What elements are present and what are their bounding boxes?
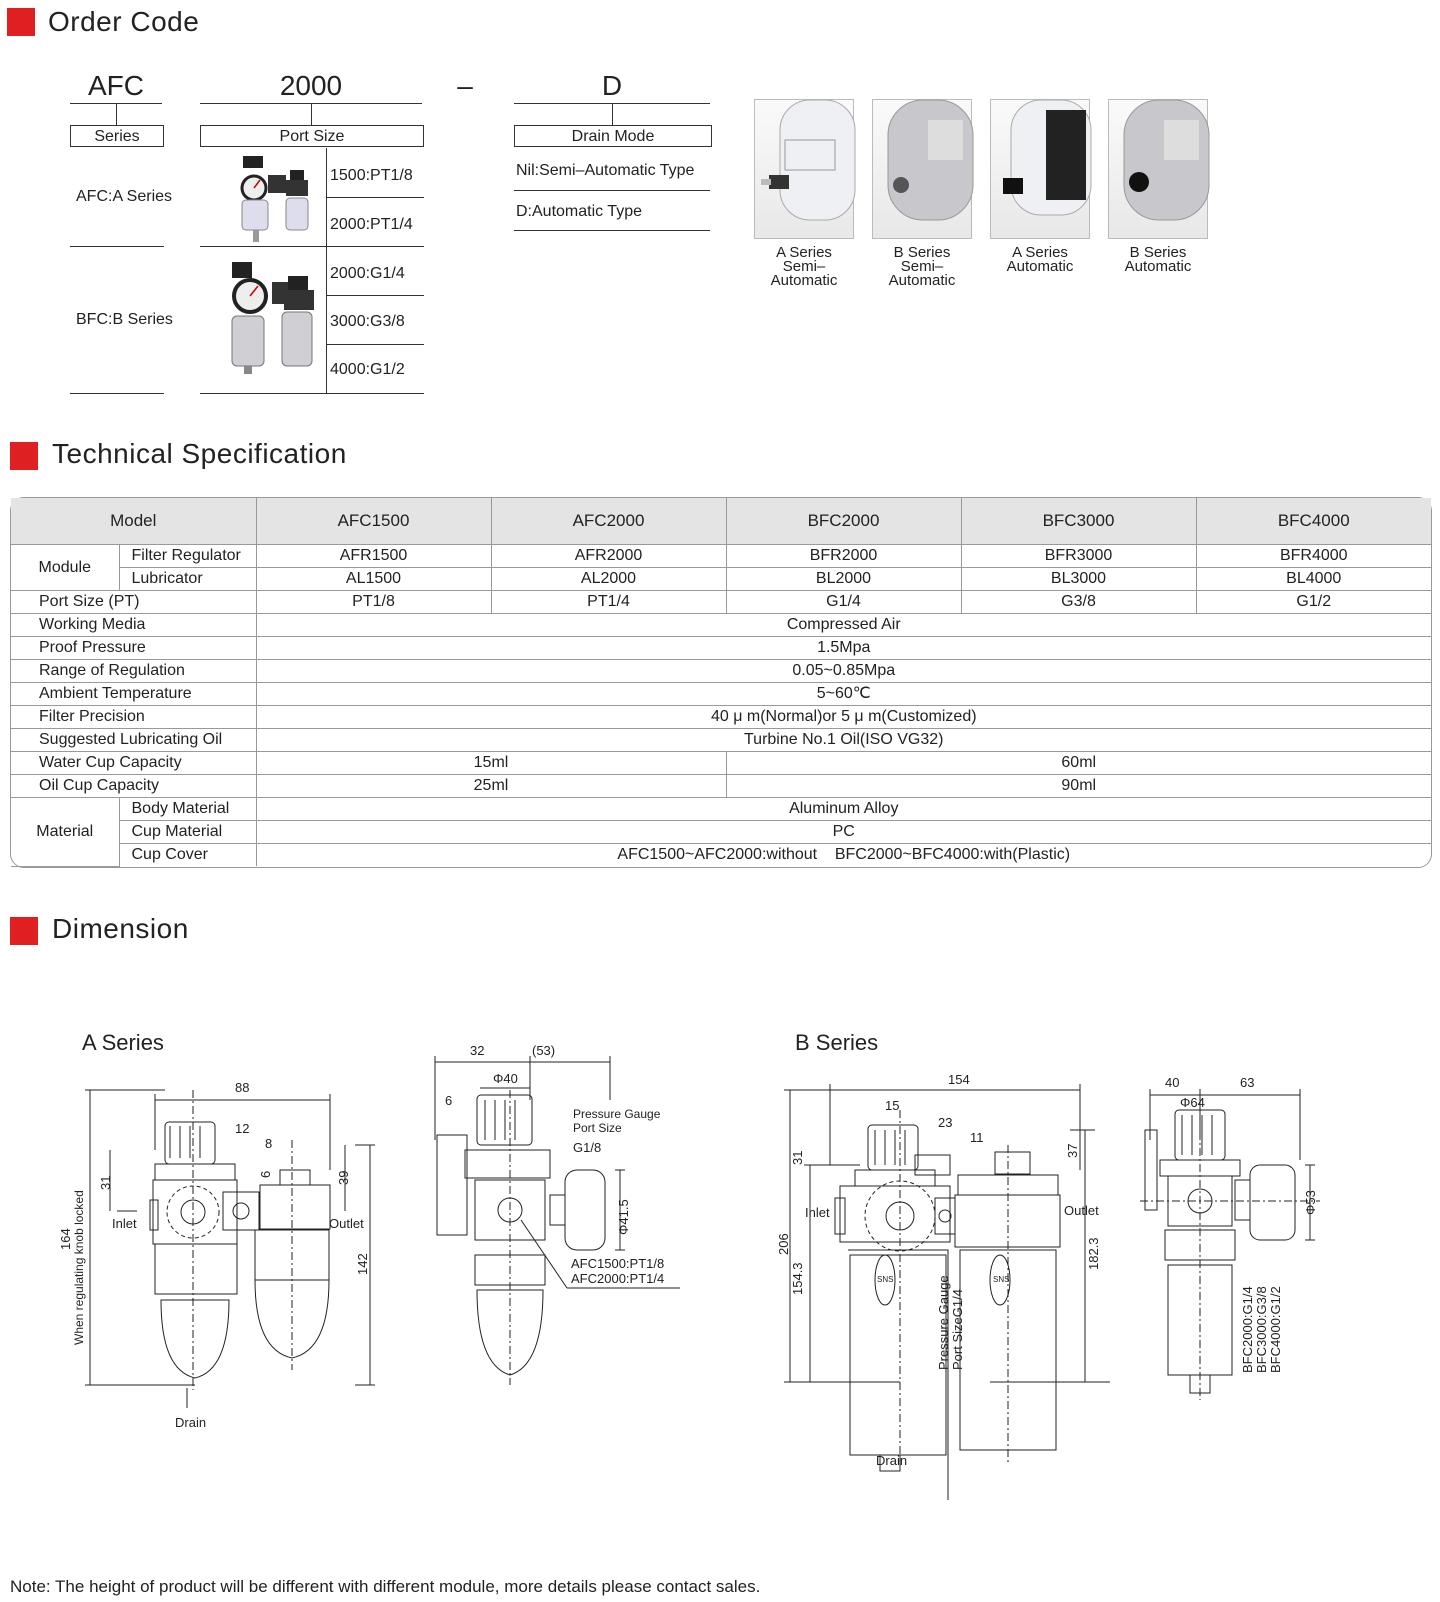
afc-product-image — [238, 150, 318, 245]
row-label: Module — [11, 545, 119, 591]
table-cell: BL3000 — [961, 568, 1196, 591]
photo-caption: A Series Semi– Automatic — [770, 244, 838, 289]
port-option: 1500:PT1/8 — [330, 167, 413, 184]
svg-text:BFC3000:G3/8: BFC3000:G3/8 — [1254, 1286, 1269, 1373]
table-cell: 15ml — [256, 752, 726, 775]
code-d: D — [601, 70, 623, 101]
svg-text:Φ53: Φ53 — [1303, 1190, 1318, 1215]
svg-text:(53): (53) — [532, 1043, 556, 1058]
svg-text:Φ41.5: Φ41.5 — [616, 1199, 631, 1235]
table-cell: BFR2000 — [726, 545, 961, 568]
svg-text:G1/8: G1/8 — [573, 1140, 602, 1155]
svg-text:206: 206 — [776, 1233, 791, 1255]
svg-text:6: 6 — [445, 1093, 453, 1108]
row-label: Filter Precision — [11, 706, 256, 729]
a-series-label: A Series — [82, 1030, 164, 1055]
svg-text:37: 37 — [1065, 1143, 1080, 1158]
svg-text:164: 164 — [58, 1228, 73, 1250]
table-cell: AFR1500 — [256, 545, 491, 568]
table-cell: PT1/8 — [256, 591, 491, 614]
svg-text:AFC2000:PT1/4: AFC2000:PT1/4 — [571, 1271, 665, 1286]
svg-text:When regulating knob locked: When regulating knob locked — [72, 1190, 86, 1345]
svg-text:Drain: Drain — [876, 1453, 908, 1468]
svg-text:154.3: 154.3 — [790, 1262, 805, 1295]
svg-text:Outlet: Outlet — [329, 1216, 364, 1231]
port-option: 2000:G1/4 — [330, 265, 405, 282]
table-row — [11, 798, 1431, 821]
svg-text:BFC4000:G1/2: BFC4000:G1/2 — [1268, 1286, 1283, 1373]
photo-a-semi-automatic — [754, 99, 854, 239]
photo-a-automatic — [990, 99, 1090, 239]
table-cell: AL2000 — [491, 568, 726, 591]
port-option: 2000:PT1/4 — [330, 216, 413, 233]
table-row — [11, 752, 1431, 775]
photo-caption: A Series Automatic — [1006, 244, 1074, 275]
svg-text:Inlet: Inlet — [112, 1216, 137, 1231]
table-row — [11, 637, 1431, 660]
photo-b-automatic — [1108, 99, 1208, 239]
svg-text:Port SizeG1/4: Port SizeG1/4 — [950, 1289, 965, 1370]
svg-text:Outlet: Outlet — [1064, 1203, 1099, 1218]
table-cell: 5~60℃ — [256, 683, 1431, 706]
svg-text:Φ40: Φ40 — [493, 1071, 518, 1086]
header-model: Model — [11, 498, 256, 545]
series-box: Series — [70, 125, 164, 147]
svg-text:Inlet: Inlet — [805, 1205, 830, 1220]
table-cell: 60ml — [726, 752, 1431, 775]
port-size-box: Port Size — [200, 125, 424, 147]
table-cell: BFR4000 — [1196, 545, 1431, 568]
table-cell: AFR2000 — [491, 545, 726, 568]
row-sublabel: Body Material — [119, 798, 256, 821]
series-b: BFC:B Series — [76, 311, 173, 328]
drain-mode-box: Drain Mode — [514, 125, 712, 147]
section-title-tech-spec: Technical Specification — [52, 438, 347, 469]
svg-text:31: 31 — [790, 1150, 805, 1165]
photo-caption: B Series Semi– Automatic — [888, 244, 956, 289]
svg-text:39: 39 — [336, 1170, 351, 1185]
a-series-front-drawing — [55, 1070, 395, 1470]
svg-text:BFC2000:G1/4: BFC2000:G1/4 — [1240, 1286, 1255, 1373]
row-label: Material — [11, 798, 119, 867]
table-row — [11, 660, 1431, 683]
svg-text:182.3: 182.3 — [1086, 1237, 1101, 1270]
port-option: 4000:G1/2 — [330, 361, 405, 378]
header-model-name: AFC2000 — [491, 498, 726, 545]
section-marker — [7, 8, 35, 36]
b-series-front-drawing — [776, 1070, 1150, 1470]
table-cell: BFR3000 — [961, 545, 1196, 568]
code-dash: – — [457, 70, 473, 101]
svg-text:SNS: SNS — [877, 1275, 894, 1284]
table-row — [11, 591, 1431, 614]
table-row — [11, 844, 1431, 867]
port-option: 3000:G3/8 — [330, 313, 405, 330]
table-cell: PT1/4 — [491, 591, 726, 614]
svg-text:154: 154 — [948, 1072, 970, 1087]
row-label: Ambient Temperature — [11, 683, 256, 706]
table-cell: 0.05~0.85Mpa — [256, 660, 1431, 683]
table-cell: Aluminum Alloy — [256, 798, 1431, 821]
header-model-name: BFC2000 — [726, 498, 961, 545]
table-cell: BL4000 — [1196, 568, 1431, 591]
table-cell: 40 μ m(Normal)or 5 μ m(Customized) — [256, 706, 1431, 729]
section-title-dimension: Dimension — [52, 913, 189, 944]
table-cell: PC — [256, 821, 1431, 844]
table-cell: BL2000 — [726, 568, 961, 591]
section-marker — [10, 917, 38, 945]
row-sublabel: Cup Cover — [119, 844, 256, 867]
svg-text:Φ64: Φ64 — [1180, 1095, 1205, 1110]
drain-d: D:Automatic Type — [516, 203, 642, 220]
table-row — [11, 568, 1431, 591]
svg-text:15: 15 — [885, 1098, 900, 1113]
svg-text:40: 40 — [1165, 1075, 1180, 1090]
section-title-order-code: Order Code — [48, 6, 200, 37]
footer-note: Note: The height of product will be different with different module, more details please contact sales. — [10, 1577, 761, 1596]
table-row — [11, 775, 1431, 798]
table-row — [11, 729, 1431, 752]
svg-text:31: 31 — [98, 1175, 113, 1190]
section-marker — [10, 442, 38, 470]
row-label: Water Cup Capacity — [11, 752, 256, 775]
table-cell: AL1500 — [256, 568, 491, 591]
svg-text:6: 6 — [258, 1170, 273, 1178]
table-row — [11, 545, 1431, 568]
table-row — [11, 706, 1431, 729]
photo-b-semi-automatic — [872, 99, 972, 239]
row-label: Range of Regulation — [11, 660, 256, 683]
table-row — [11, 821, 1431, 844]
table-cell: 1.5Mpa — [256, 637, 1431, 660]
row-label: Proof Pressure — [11, 637, 256, 660]
row-sublabel: Cup Material — [119, 821, 256, 844]
row-label: Oil Cup Capacity — [11, 775, 256, 798]
code-2000: 2000 — [279, 70, 343, 101]
svg-text:Drain: Drain — [175, 1415, 207, 1430]
svg-text:142: 142 — [355, 1253, 370, 1275]
svg-text:11: 11 — [970, 1130, 984, 1145]
table-cell: Turbine No.1 Oil(ISO VG32) — [256, 729, 1431, 752]
svg-text:63: 63 — [1240, 1075, 1255, 1090]
table-cell: Compressed Air — [256, 614, 1431, 637]
header-model-name: BFC3000 — [961, 498, 1196, 545]
b-series-label: B Series — [795, 1030, 879, 1055]
table-cell: AFC1500~AFC2000:without BFC2000~BFC4000:with(Plastic) — [256, 844, 1431, 867]
bfc-product-image — [222, 260, 322, 375]
table-cell: 90ml — [726, 775, 1431, 798]
table-cell: G1/2 — [1196, 591, 1431, 614]
code-afc: AFC — [88, 70, 144, 101]
row-sublabel: Filter Regulator — [119, 545, 256, 568]
svg-text:Pressure Gauge: Pressure Gauge — [573, 1107, 661, 1121]
table-cell: G3/8 — [961, 591, 1196, 614]
row-label: Suggested Lubricating Oil — [11, 729, 256, 752]
svg-text:AFC1500:PT1/8: AFC1500:PT1/8 — [571, 1256, 665, 1271]
table-cell: 25ml — [256, 775, 726, 798]
drain-nil: Nil:Semi–Automatic Type — [516, 162, 695, 179]
svg-text:Port Size: Port Size — [573, 1121, 622, 1135]
row-label: Port Size (PT) — [11, 591, 256, 614]
svg-text:12: 12 — [235, 1121, 250, 1136]
svg-text:8: 8 — [265, 1136, 273, 1151]
dim-88: 88 — [235, 1080, 250, 1095]
table-row — [11, 683, 1431, 706]
svg-text:32: 32 — [470, 1043, 485, 1058]
row-label: Working Media — [11, 614, 256, 637]
table-header-row — [11, 498, 1431, 545]
b-series-side-drawing — [1140, 1070, 1340, 1430]
svg-text:Pressure Gauge: Pressure Gauge — [936, 1275, 951, 1370]
photo-caption: B Series Automatic — [1124, 244, 1192, 275]
svg-text:23: 23 — [938, 1115, 953, 1130]
spec-table — [10, 497, 1432, 868]
series-a: AFC:A Series — [76, 188, 173, 205]
header-model-name: AFC1500 — [256, 498, 491, 545]
svg-text:SNS: SNS — [993, 1275, 1010, 1284]
a-series-side-drawing — [415, 1040, 705, 1400]
table-cell: G1/4 — [726, 591, 961, 614]
header-model-name: BFC4000 — [1196, 498, 1431, 545]
table-row — [11, 614, 1431, 637]
row-sublabel: Lubricator — [119, 568, 256, 591]
